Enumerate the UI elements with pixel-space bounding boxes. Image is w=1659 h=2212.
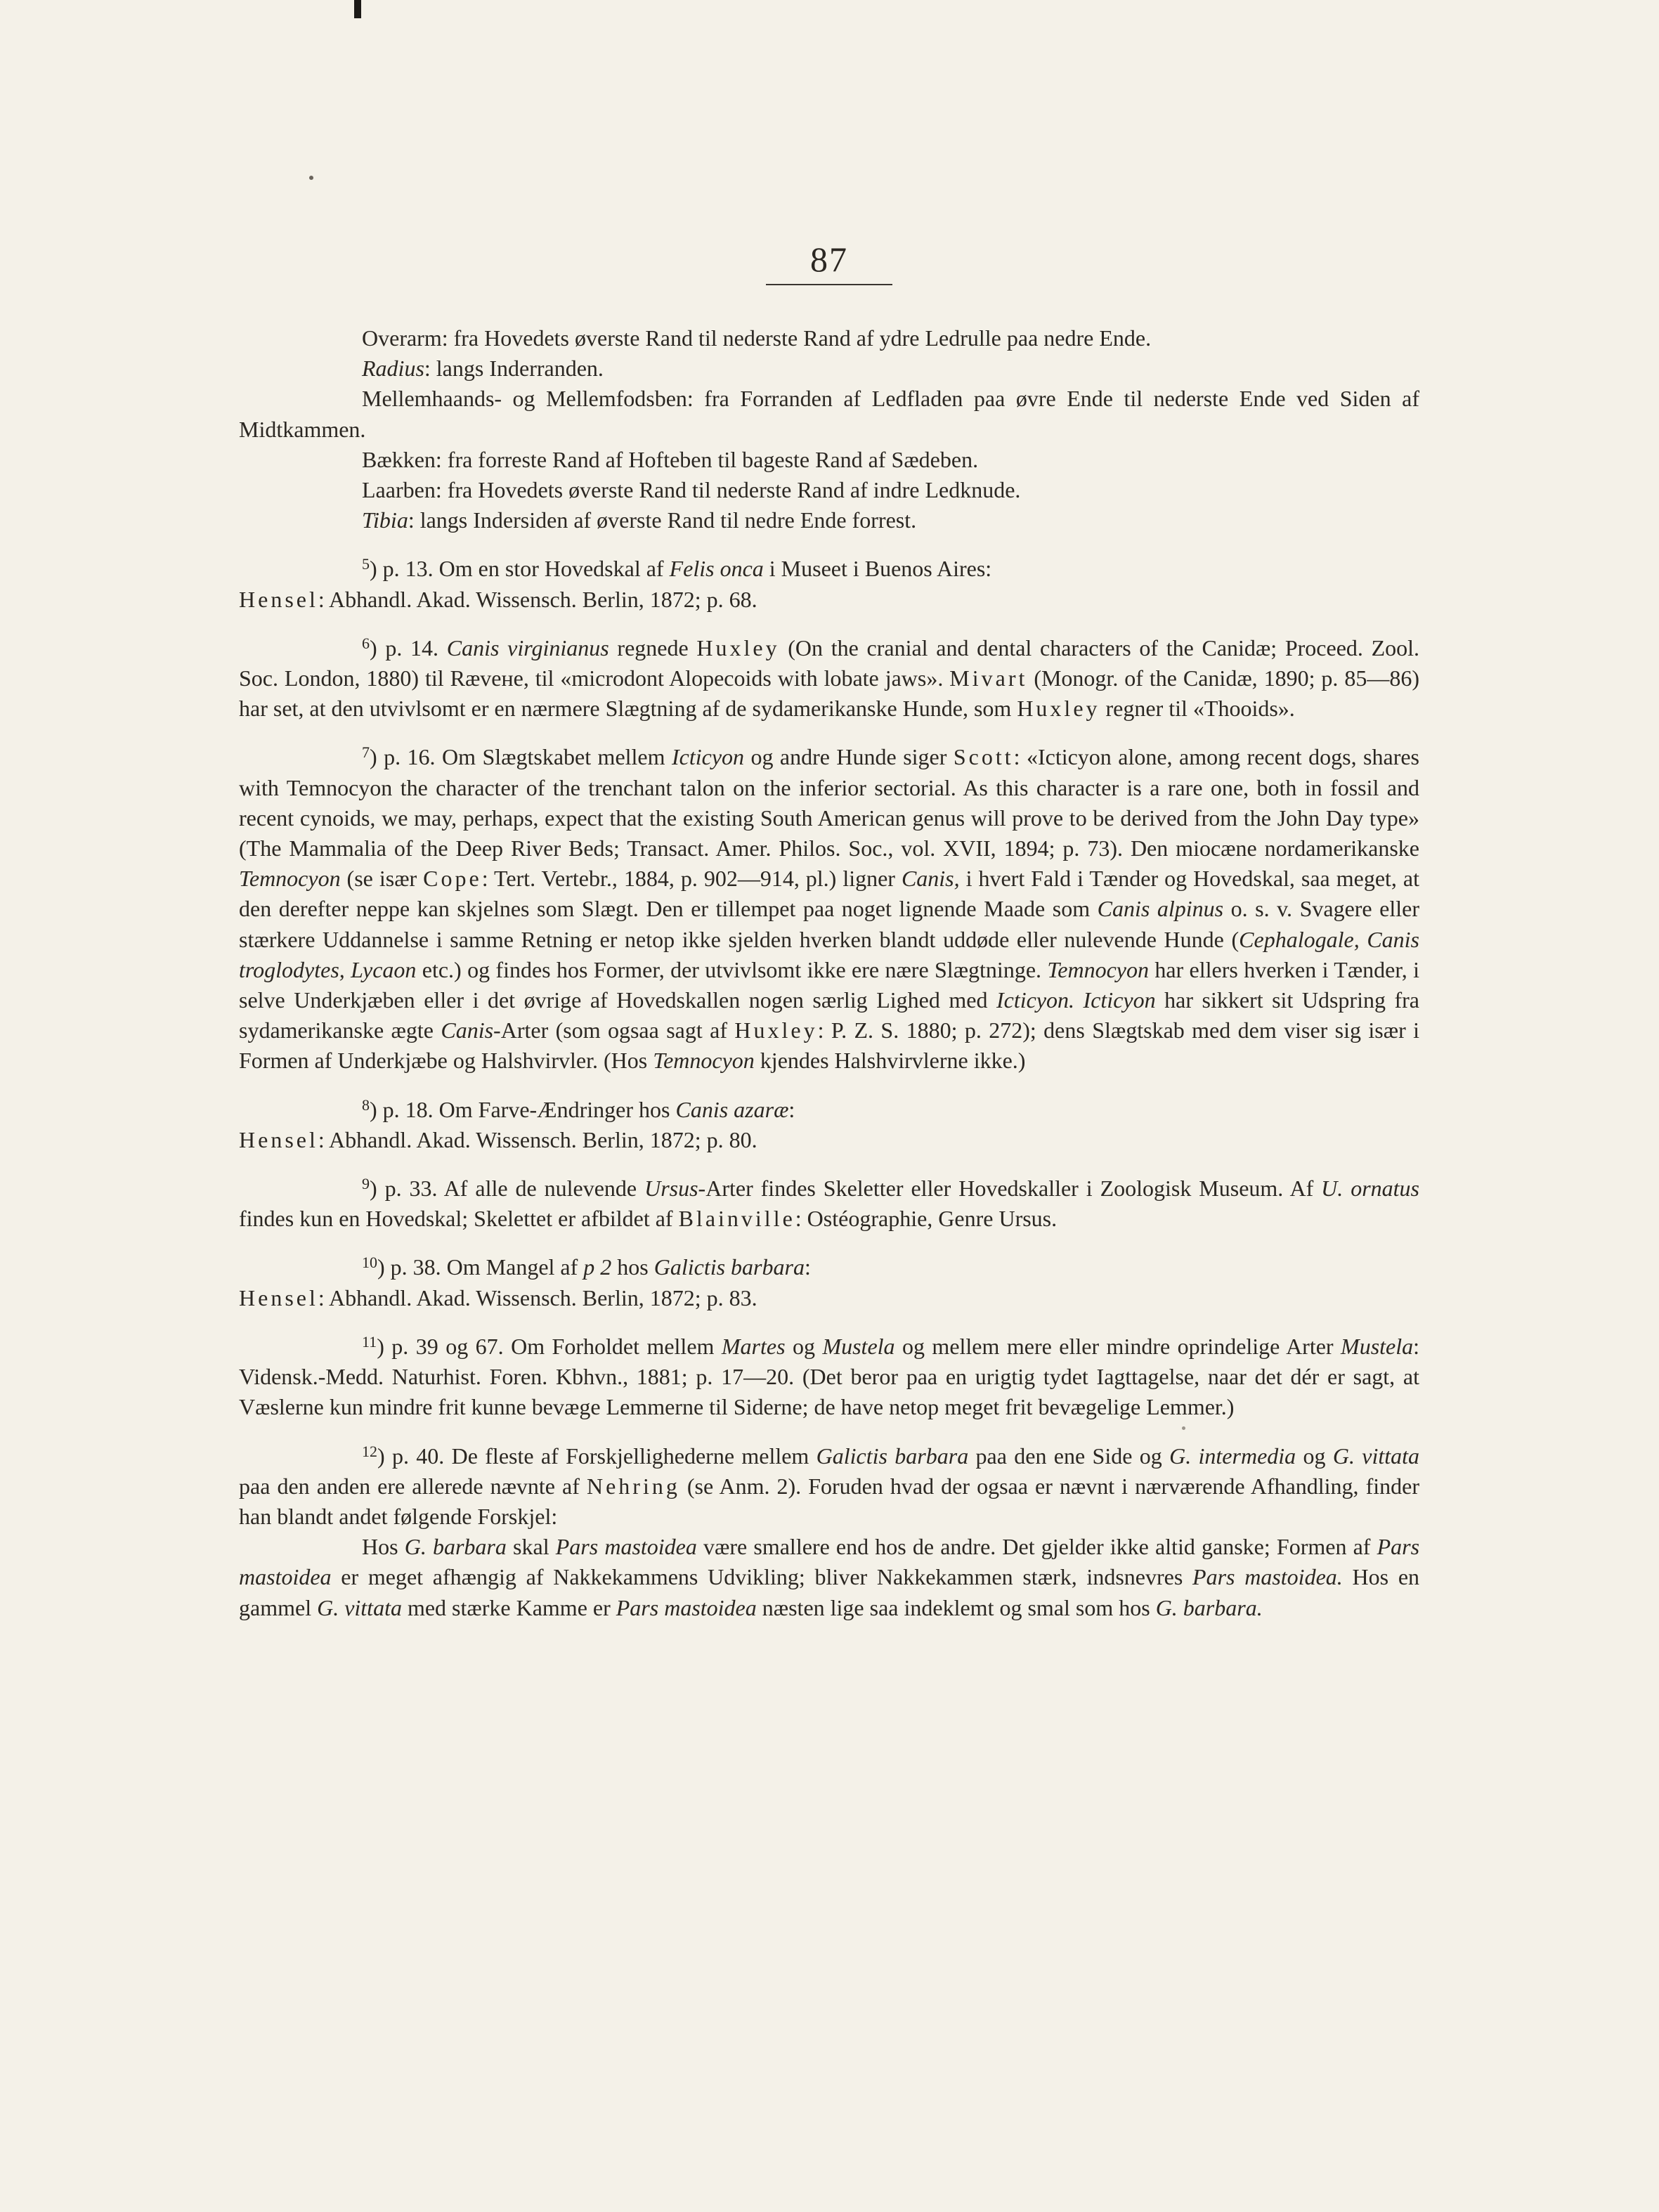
note-11: $^{11}$) p. 39 og 67. Om Forholdet mellem Martes og Mustela og mellem mere eller mindre oprindelige Arter Mustela: Vidensk.-Medd. Naturhist. Foren. Kbhvn., 1881; p. 17—20. (Det beror paa en urigtig tydet Iagttagelse, naar det dér er sagt, at Væslerne kun mindre frit kunne bevæge Lemmerne til Siderne; de have netop meget frit bevægelige Lemmer.)	[239, 1332, 1420, 1420]
note-6: $^6$) p. 14. Canis virginianus regnede Huxley (On the cranial and dental characters of the Canidæ; Proceed. Zool. Soc. London, 1880) til Ræveне, til «microdont Alopecoids with lobate jaws». Mivart (Monogr. of the Canidæ, 1890; p. 85—86) har set, at den utvivlsomt er en nærmere Slægtning af de sydamerikanske Hunde, som Huxley regner til «Thooids».	[239, 634, 1420, 722]
note-10-ref: Hensel: Abhandl. Akad. Wissensch. Berlin, 1872; p. 83.	[239, 1284, 757, 1310]
note-8-ref: Hensel: Abhandl. Akad. Wissensch. Berlin, 1872; p. 80.	[239, 1126, 757, 1152]
page-body	[239, 323, 1419, 1623]
page-number-rule	[766, 284, 892, 285]
note-12: $^{12}$) p. 40. De fleste af Forskjellighederne mellem Galictis barbara paa den ene Side og G. intermedia og G. vittata paa den anden ere allerede nævnte af Nehring (se Anm. 2). Foruden hvad der ogsaa er nævnt i nærværende Afhandling, finder han blandt andet følgende Forskjel:	[239, 1442, 1420, 1529]
margin-mark	[354, 0, 361, 18]
paragraph-overarm: Overarm: fra Hovedets øverste Rand til nederste Rand af ydre Ledrulle paa nedre Ende.	[362, 325, 1152, 351]
note-8: $^8$) p. 18. Om Farve-Ændringer hos Canis azaræ:	[362, 1095, 795, 1122]
note-7: $^7$) p. 16. Om Slægtskabet mellem Icticyon og andre Hunde siger Scott: «Icticyon alone, among recent dogs, shares with Temnocyon the character of the trenchant talon on the inferior sectorial. As this character is a rare one, both in fossil and recent cynoids, we may, perhaps, expect that the existing South American genus will prove to be derived from the John Day type» (The Mammalia of the Deep River Beds; Transact. Amer. Philos. Soc., vol. XVII, 1894; p. 73). Den miocæne nordamerikanske Temnocyon (se især Cope: Tert. Vertebr., 1884, p. 902—914, pl.) ligner Canis, i hvert Fald i Tænder og Hovedskal, saa meget, at den derefter neppe kan skjelnes som Slægt. Den er tillempet paa noget lignende Maade som Canis alpinus o. s. v. Svagere eller stærkere Uddannelse i samme Retning er netop ikke sjelden hverken blandt uddøde eller nulevende Hunde (Cephalogale, Canis troglodytes, Lycaon etc.) og findes hos Former, der utvivlsomt ikke ere nære Slægtninge. Temnocyon har ellers hverken i Tænder, i selve Underkjæben eller i det øvrige af Hovedskallen nogen særlig Lighed med Icticyon. Icticyon har sikkert sit Udspring fra sydamerikanske ægte Canis-Arter (som ogsaa sagt af Huxley: P. Z. S. 1880; p. 272); dens Slægtskab med dem viser sig især i Formen af Underkjæbe og Halshvirvler. (Hos Temnocyon kjendes Halshvirvlerne ikke.)	[239, 743, 1420, 1074]
note-9: $^9$) p. 33. Af alle de nulevende Ursus-Arter findes Skeletter eller Hovedskaller i Zoologisk Museum. Af U. ornatus findes kun en Hovedskal; Skelettet er afbildet af Blainville: Ostéographie, Genre Ursus.	[239, 1175, 1420, 1232]
note-5-ref: Hensel: Abhandl. Akad. Wissensch. Berlin, 1872; p. 68.	[239, 586, 757, 612]
stray-dot	[309, 176, 313, 180]
paragraph-baekken: Bækken: fra forreste Rand af Hofteben til bageste Rand af Sædeben.	[362, 446, 979, 472]
paragraph-tibia: Tibia: langs Indersiden af øverste Rand til nedre Ende forrest.	[362, 507, 917, 533]
paragraph-laarben: Laarben: fra Hovedets øverste Rand til nederste Rand af indre Ledknude.	[362, 477, 1021, 503]
note-10: $^{10}$) p. 38. Om Mangel af p 2 hos Galictis barbara:	[362, 1254, 811, 1280]
page-number: 87	[810, 240, 848, 279]
paragraph-mellemhaands: Mellemhaands- og Mellemfodsben: fra Forranden af Ledfladen paa øvre Ende til nederste Ende ved Siden af Midtkammen.	[239, 386, 1419, 442]
note-5: $^5$) p. 13. Om en stor Hovedskal af Felis onca i Museet i Buenos Aires:	[362, 555, 992, 582]
paragraph-radius: Radius: langs Inderranden.	[362, 356, 604, 382]
note-12-continued: Hos G. barbara skal Pars mastoidea være smallere end hos de andre. Det gjelder ikke altid ganske; Formen af Pars mastoidea er meget afhængig af Nakkekammens Udvikling; bliver Nakkekammen stærk, indsnevres Pars mastoidea. Hos en gammel G. vittata med stærke Kamme er Pars mastoidea næsten lige saa indeklemt og smal som hos G. barbara.	[239, 1534, 1420, 1620]
